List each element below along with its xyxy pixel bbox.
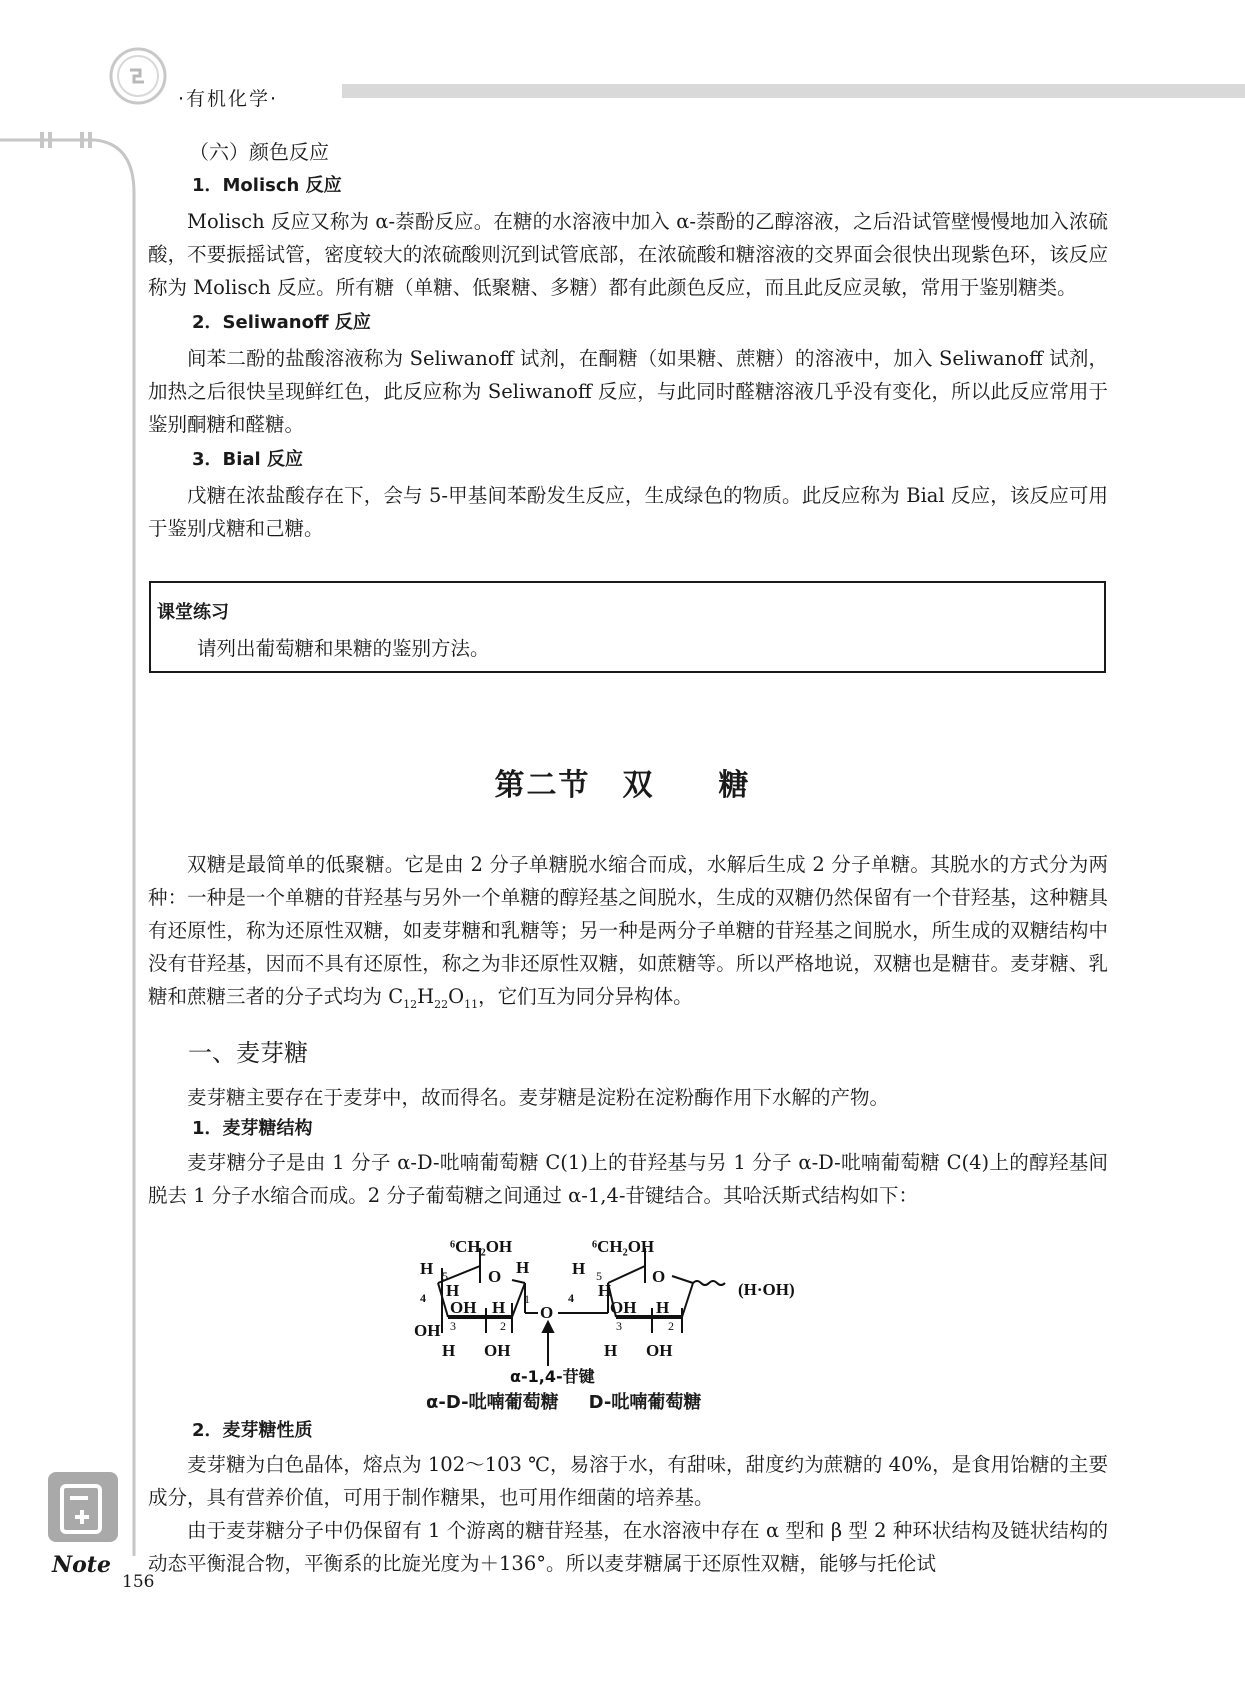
maltose-haworth-structure xyxy=(414,1237,840,1388)
bond-label: α-1,4-苷键 xyxy=(510,1367,595,1386)
atom-label: ⁶CH₂OH xyxy=(592,1237,655,1256)
item-title: 3．Bial 反应 xyxy=(192,449,303,470)
atom-label: H xyxy=(442,1341,456,1360)
item-title: 2．麦芽糖性质 xyxy=(192,1420,313,1441)
paragraph: Molisch 反应又称为 α-萘酚反应。在糖的水溶液中加入 α-萘酚的乙醇溶液，之后沿试管壁慢慢地加入浓硫酸，不要振摇试管，密度较大的浓硫酸则沉到试管底部，在浓硫酸和糖溶液的交界面会很快出现紫色环，该反应称为 Molisch 反应。所有糖（单糖、低聚糖、多糖）都有此颜色反应，而且此反应灵敏，常用于鉴别糖类。 xyxy=(148,210,1108,299)
atom-label: (H·OH) xyxy=(738,1280,795,1299)
exercise-box xyxy=(149,581,1106,673)
atom-label: H xyxy=(604,1341,618,1360)
item-title: 1．麦芽糖结构 xyxy=(192,1117,313,1139)
paragraph: 麦芽糖主要存在于麦芽中，故而得名。麦芽糖是淀粉在淀粉酶作用下水解的产物。 xyxy=(187,1085,890,1109)
atom-label: OH xyxy=(414,1321,441,1340)
note-label: Note xyxy=(52,1552,111,1578)
intro-paragraph: 双糖是最简单的低聚糖。它是由 2 分子单糖脱水缩合而成，水解后生成 2 分子单糖。其脱水的方式分为两种：一种是一个单糖的苷羟基与另外一个单糖的醇羟基之间脱水，生成的双糖仍然保留有一个苷羟基，这种糖具有还原性，称为还原性双糖，如麦芽糖和乳糖等；另一种是两分子单糖的苷羟基之间脱水，所生成的双糖结构中没有苷羟基，因而不具有还原性，称之为非还原性双糖，如蔗糖等。所以严格地说，双糖也是糖苷。麦芽糖、乳糖和蔗糖三者的分子式均为 $C_{12}H_{22}O_{11}$，它们互为同分异构体。 xyxy=(148,853,1108,1011)
atom-label: O xyxy=(652,1267,666,1286)
atom-label: 4 xyxy=(568,1291,574,1305)
atom-label: 3 xyxy=(450,1319,456,1333)
exercise-body: 请列出葡萄糖和果糖的鉴别方法。 xyxy=(197,637,490,660)
atom-label: O xyxy=(540,1303,554,1322)
atom-label: H xyxy=(420,1259,434,1278)
glucose-ring-2 xyxy=(608,1248,725,1333)
section-disaccharides xyxy=(148,848,1108,1212)
atom-label: H xyxy=(656,1298,670,1317)
bond-arrow xyxy=(543,1322,553,1366)
paragraph: 由于麦芽糖分子中仍保留有 1 个游离的糖苷羟基，在水溶液中存在 α 型和 β 型 2 种环状结构及链状结构的动态平衡混合物，平衡系的比旋光度为＋136°。所以麦芽糖属于还原性双糖，能够与托伦试 xyxy=(148,1519,1108,1575)
header-bar xyxy=(342,84,1245,98)
maltose-properties xyxy=(148,1416,1108,1580)
maltose-heading: 一、麦芽糖 xyxy=(188,1038,308,1067)
atom-label: ⁶CH₂OH xyxy=(450,1237,513,1256)
atom-label: 4 xyxy=(420,1291,426,1305)
exercise-title: 课堂练习 xyxy=(157,602,229,623)
atom-label: 2 xyxy=(668,1319,674,1333)
item-title: 1．Molisch 反应 xyxy=(192,175,342,196)
paragraph: 间苯二酚的盐酸溶液称为 Seliwanoff 试剂，在酮糖（如果糖、蔗糖）的溶液中，加入 Seliwanoff 试剂，加热之后很快呈现鲜红色，此反应称为 Seliwanoff 反应，与此同时醛糖溶液几乎没有变化，所以此反应常用于鉴别酮糖和醛糖。 xyxy=(148,347,1108,436)
section-color-reactions xyxy=(148,137,1108,545)
atom-label: OH xyxy=(610,1298,637,1317)
header-logo xyxy=(108,46,168,106)
paragraph: 麦芽糖为白色晶体，熔点为 102～103 ℃，易溶于水，有甜味，甜度约为蔗糖的 40%，是食用饴糖的主要成分，具有营养价值，可用于制作糖果，也可用作细菌的培养基。 xyxy=(148,1453,1108,1509)
atom-label: 1 xyxy=(524,1292,530,1306)
page-number: 156 xyxy=(122,1572,155,1592)
formula: $C_{12}H_{22}O_{11}$ xyxy=(388,985,479,1011)
figure-caption: α-D-吡喃葡萄糖 D-吡喃葡萄糖 xyxy=(426,1392,702,1413)
atom-label: H xyxy=(516,1258,530,1277)
subsection-heading: （六）颜色反应 xyxy=(189,140,329,164)
side-decoration xyxy=(0,138,140,1558)
item-title: 2．Seliwanoff 反应 xyxy=(192,312,371,333)
atom-label: H xyxy=(492,1298,506,1317)
atom-label: OH xyxy=(450,1298,477,1317)
section-title: 第二节 双 糖 xyxy=(494,768,751,803)
atom-label: O xyxy=(488,1267,502,1286)
atom-label: H xyxy=(446,1281,460,1300)
atom-label: OH xyxy=(484,1341,511,1360)
atom-label: 5 xyxy=(442,1269,448,1283)
atom-label: 2 xyxy=(500,1319,506,1333)
note-icon xyxy=(48,1472,118,1542)
paragraph: 麦芽糖分子是由 1 分子 α-D-吡喃葡萄糖 C(1)上的苷羟基与另 1 分子 α-D-吡喃葡萄糖 C(4)上的醇羟基间脱去 1 分子水缩合而成。2 分子葡萄糖之间通过 α-1,4-苷键结合。其哈沃斯式结构如下： xyxy=(148,1150,1108,1207)
atom-label: 3 xyxy=(616,1319,622,1333)
atom-label: H xyxy=(598,1281,612,1300)
atom-label: 5 xyxy=(596,1269,602,1283)
paragraph: 戊糖在浓盐酸存在下，会与 5-甲基间苯酚发生反应，生成绿色的物质。此反应称为 Bial 反应，该反应可用于鉴别戊糖和己糖。 xyxy=(148,484,1108,540)
running-header: ·有机化学· xyxy=(178,88,279,110)
atom-label: H xyxy=(572,1259,586,1278)
atom-label: OH xyxy=(646,1341,673,1360)
